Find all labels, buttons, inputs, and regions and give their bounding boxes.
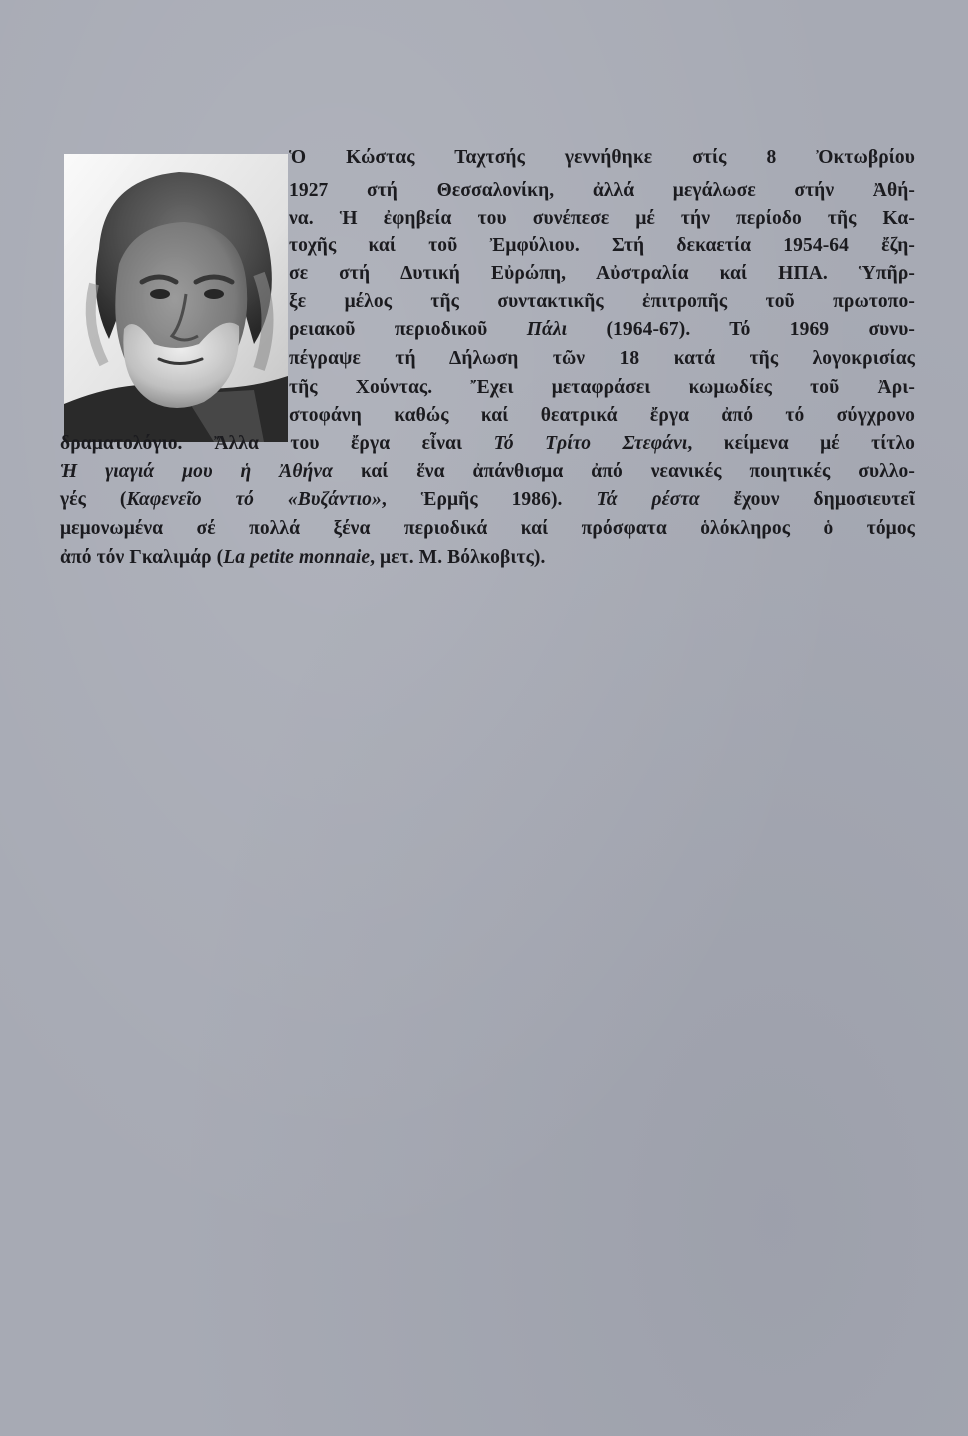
bio-line	[289, 344, 915, 374]
bio-line	[289, 204, 915, 234]
bio-line	[60, 457, 915, 487]
bio-text: τῆς Χούντας. Ἔχει μεταφράσει κωμωδίες τοῦ Ἀρι-	[289, 377, 915, 398]
bio-line	[289, 401, 915, 431]
bio-text: , Ἑρμῆς 1986).	[381, 489, 597, 510]
bio-text: να. Ἡ ἐφηβεία του συνέπεσε μέ τήν περίοδο τῆς Κα-	[289, 208, 915, 229]
bio-line	[289, 373, 915, 403]
bio-line	[289, 287, 915, 317]
bio-text: , μετ. Μ. Βόλκοβιτς).	[370, 547, 546, 568]
bio-text: μεμονωμένα σέ πολλά ξένα περιοδικά καί πρόσφατα ὁλόκληρος ὁ τόμος	[60, 518, 915, 539]
bio-line	[289, 143, 915, 173]
bio-text: ἔχουν δημοσιευτεῖ	[699, 489, 915, 510]
bio-text: στοφάνη καθώς καί θεατρικά ἔργα ἀπό τό σύγχρονο	[289, 405, 915, 426]
bio-line	[289, 259, 915, 289]
bio-text: δραματολόγιο. Ἄλλα του ἔργα εἶναι	[60, 433, 494, 454]
bio-italic-text: Τά ρέστα	[596, 489, 700, 510]
bio-text: ξε μέλος τῆς συντακτικῆς ἐπιτροπῆς τοῦ πρωτοπο-	[289, 291, 915, 312]
bio-italic-text: Πάλι	[526, 319, 568, 340]
bio-text: 1927 στή Θεσσαλονίκη, ἀλλά μεγάλωσε στήν Ἀθή-	[289, 180, 915, 201]
bio-line	[60, 485, 915, 515]
bio-text: καί ἕνα ἀπάνθισμα ἀπό νεανικές ποιητικές συλλο-	[333, 461, 915, 482]
bio-text: τοχῆς καί τοῦ Ἐμφύλιου. Στή δεκαετία 1954-64 ἔζη-	[289, 235, 915, 256]
bio-line	[60, 429, 915, 459]
bio-text: πέγραψε τή Δήλωση τῶν 18 κατά τῆς λογοκρισίας	[289, 348, 915, 369]
bio-line	[289, 231, 915, 261]
bio-text: ρειακοῦ περιοδικοῦ	[289, 319, 527, 340]
bio-italic-text: Ἡ γιαγιά μου ἡ Ἀθήνα	[60, 461, 334, 482]
bio-text: (1964-67). Τό 1969 συνυ-	[567, 319, 916, 340]
bio-italic-text: La petite monnaie	[223, 547, 371, 568]
bio-italic-text: Τό Τρίτο Στεφάνι	[493, 433, 688, 454]
bio-text: σε στή Δυτική Εὐρώπη, Αὐστραλία καί ΗΠΑ. Ὑπῆρ-	[289, 263, 915, 284]
bio-line	[289, 176, 915, 206]
bio-line	[60, 543, 705, 573]
bio-text: γές (	[60, 489, 127, 510]
bio-line	[289, 315, 915, 345]
bio-text: , κείμενα μέ τίτλο	[687, 433, 915, 454]
bio-text: Ὁ Κώστας Ταχτσής γεννήθηκε στίς 8 Ὀκτωβρίου	[289, 147, 915, 168]
bio-italic-text: Καφενεῖο τό «Βυζάντιο»	[126, 489, 382, 510]
author-biography	[60, 143, 915, 603]
bio-line	[60, 514, 915, 544]
bio-text: ἀπό τόν Γκαλιμάρ (	[60, 547, 224, 568]
